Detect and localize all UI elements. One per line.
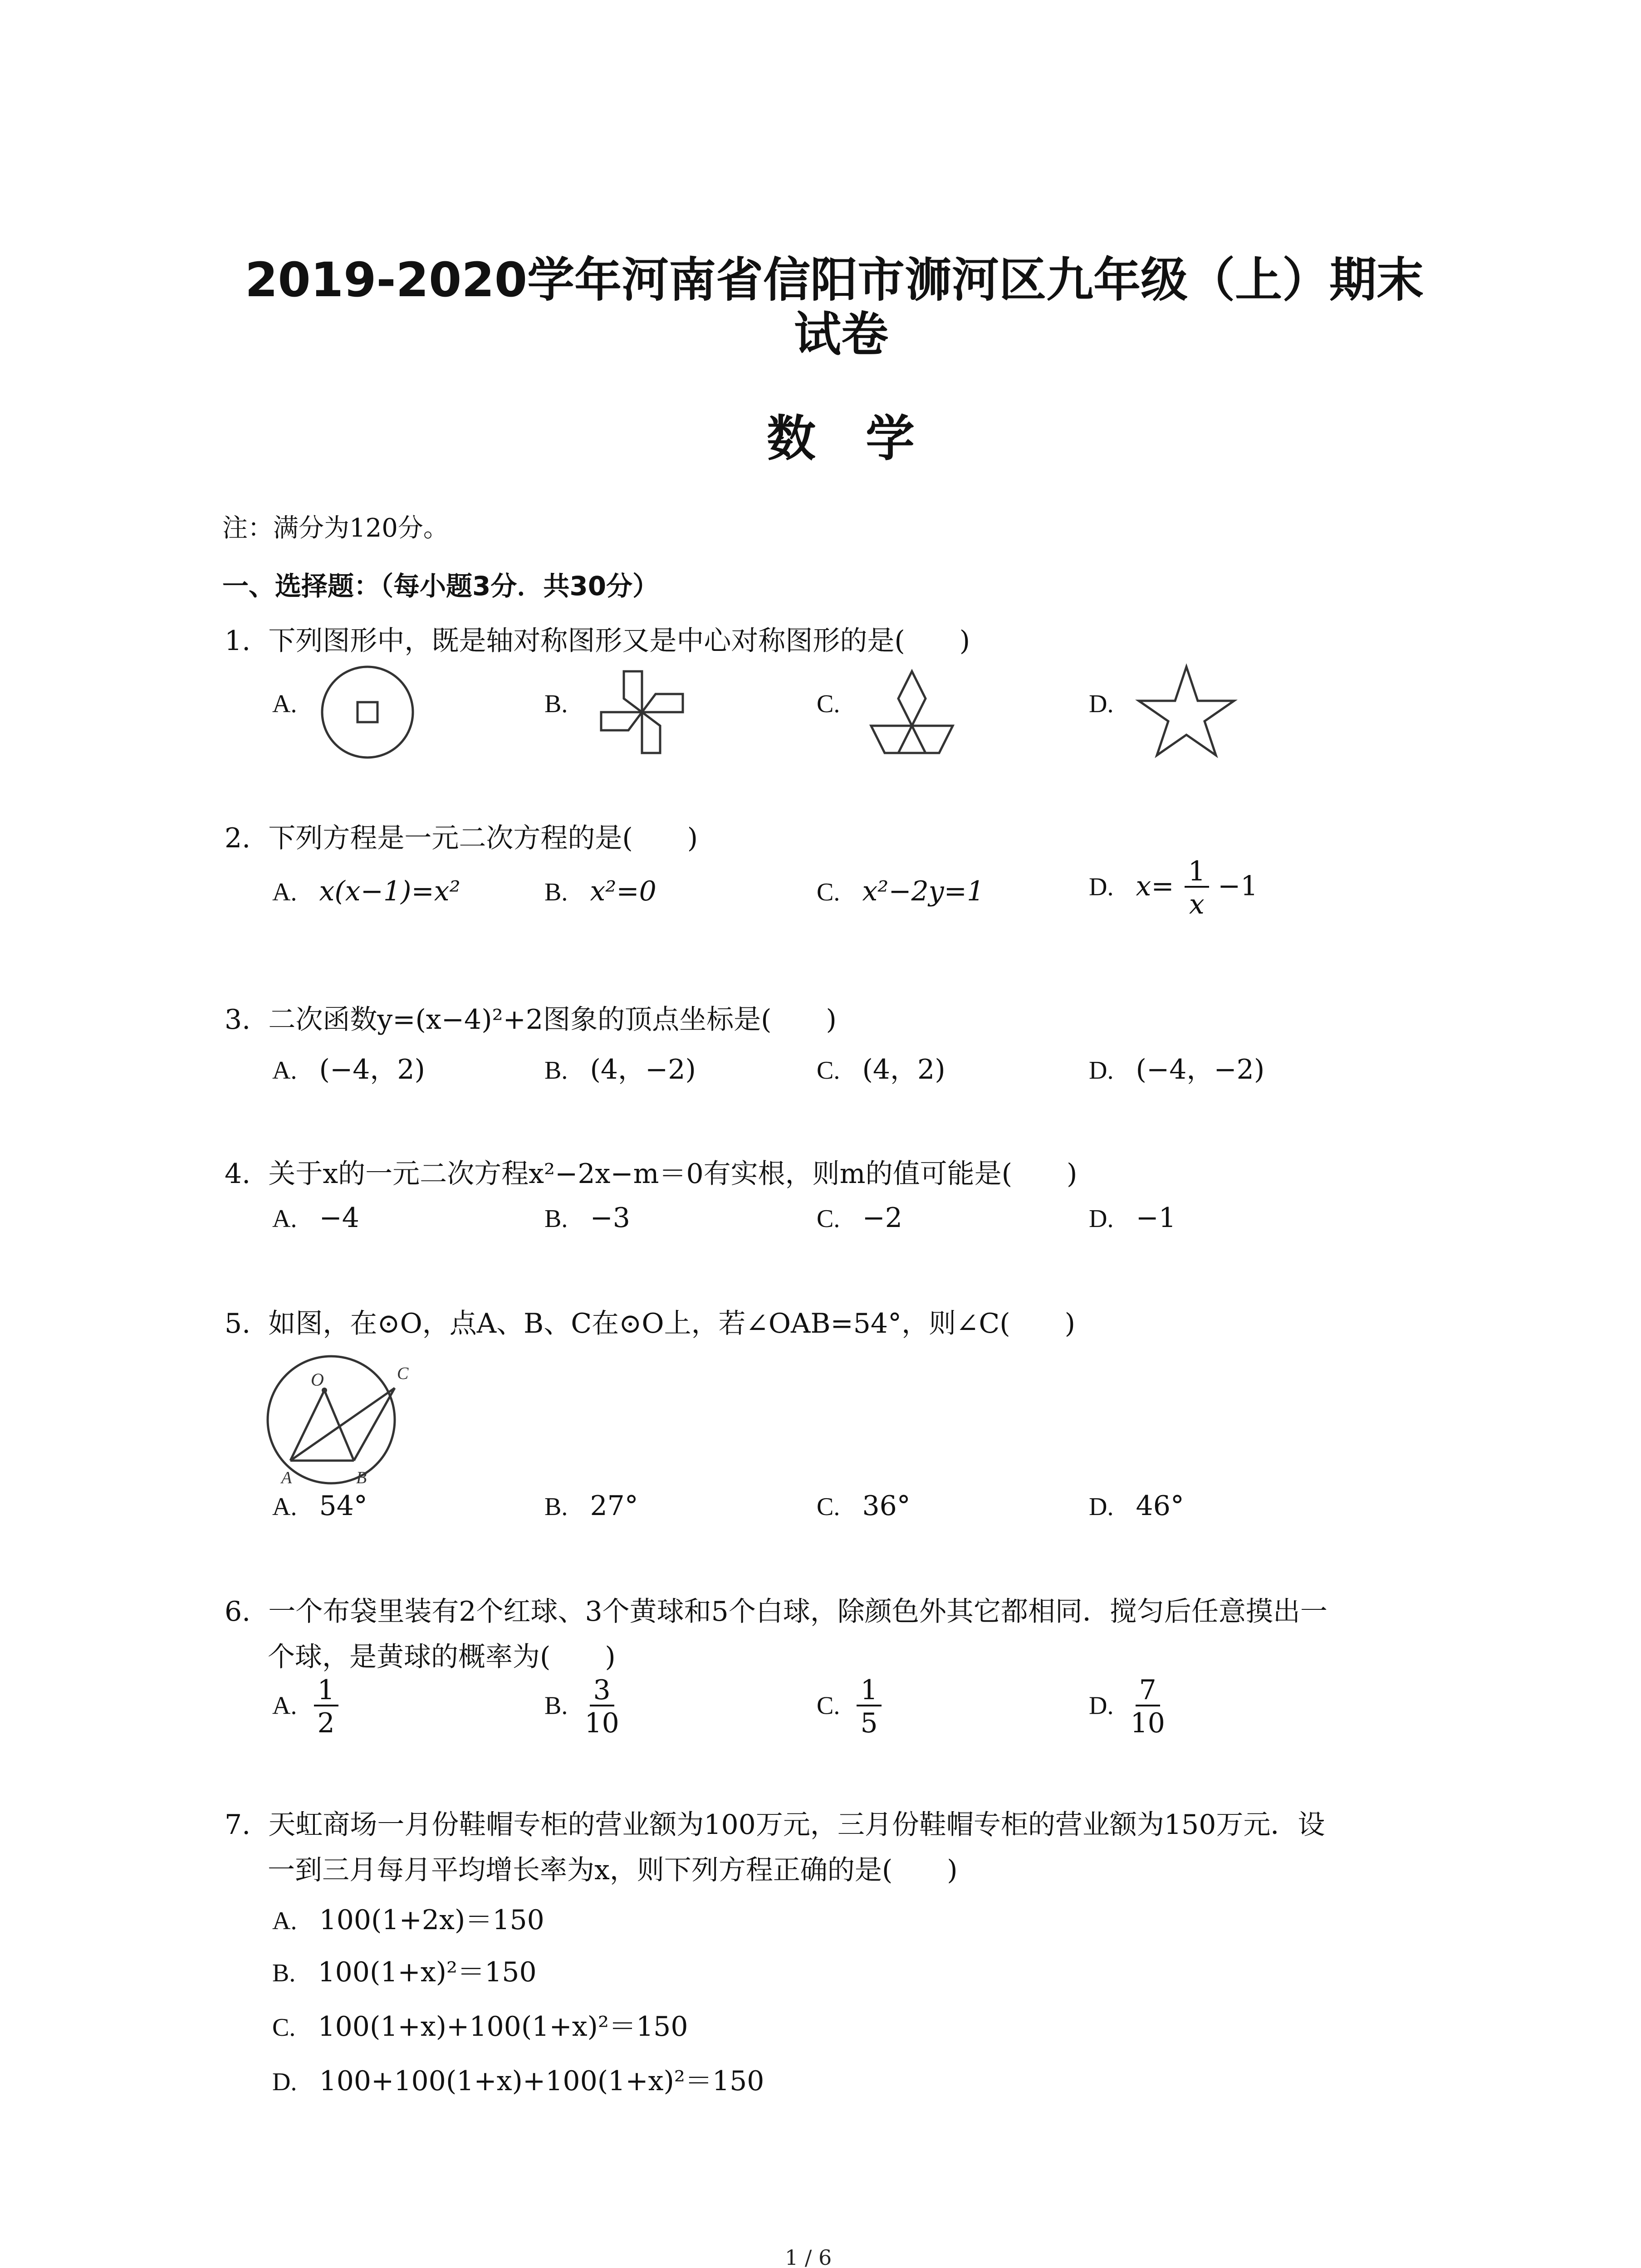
q4-option-a: [272, 1202, 359, 1234]
fraction-denominator: 5: [860, 1707, 878, 1739]
circle-with-square-icon: [318, 662, 417, 762]
fraction-denominator: 10: [1130, 1707, 1165, 1739]
question-5: [225, 1302, 1075, 1341]
q1-option-d-label: D.: [1089, 690, 1114, 718]
q7-option-c: [272, 2005, 688, 2044]
option-text: −1: [1136, 1202, 1176, 1234]
question-4: [225, 1152, 1077, 1191]
option-label: B.: [544, 1056, 568, 1085]
q2-option-b: [544, 875, 656, 907]
question-3: [225, 998, 837, 1037]
fraction-numerator: 1: [1185, 857, 1209, 888]
option-label: C.: [272, 2014, 296, 2042]
option-text: (−4，−2): [1136, 1054, 1265, 1085]
q3-option-b: [544, 1048, 696, 1087]
question-text: 下列方程是一元二次方程的是( ): [268, 822, 698, 854]
option-label: A.: [272, 878, 297, 906]
page-title-line2: 试卷: [794, 307, 889, 362]
fraction: [584, 1676, 619, 1738]
q3-option-a: [272, 1048, 425, 1087]
q1-option-b-label: B.: [544, 690, 568, 718]
q2-option-c: [817, 875, 984, 907]
question-1: [225, 619, 970, 658]
option-label: B.: [272, 1959, 296, 1987]
q5-option-c: [817, 1490, 911, 1522]
question-2: [225, 816, 698, 855]
fraction: [1131, 1676, 1165, 1738]
fraction-denominator: 2: [317, 1707, 335, 1739]
q3-option-d: [1089, 1048, 1264, 1087]
q6-option-b: [544, 1676, 619, 1738]
option-label: A.: [272, 1205, 297, 1233]
option-text: 100+100(1+x)+100(1+x)²＝150: [319, 2065, 764, 2097]
question-number: 3.: [225, 1004, 251, 1036]
option-text: (4，2): [862, 1054, 945, 1085]
question-7: [225, 1803, 1325, 1842]
fraction-denominator: 10: [584, 1707, 619, 1739]
question-text: 关于x的一元二次方程x²−2x−m＝0有实根，则m的值可能是( ): [268, 1158, 1078, 1190]
fraction: [314, 1676, 338, 1738]
label-a: A: [281, 1468, 292, 1487]
option-label: A.: [272, 1493, 297, 1521]
question-7-line2: 一到三月每月平均增长率为x，则下列方程正确的是( ): [268, 1854, 958, 1886]
q5-option-a: [272, 1490, 367, 1522]
q7-option-b: [272, 1950, 537, 1989]
q6-option-a: [272, 1676, 338, 1738]
q1-option-a-label: A.: [272, 690, 297, 718]
question-number: 2.: [225, 822, 251, 854]
fraction: [1185, 857, 1209, 919]
label-o: O: [311, 1369, 324, 1390]
question-number: 4.: [225, 1158, 251, 1190]
option-label: D.: [1089, 1493, 1114, 1521]
option-text: −2: [862, 1202, 902, 1234]
option-label: B.: [544, 1691, 568, 1720]
fraction-numerator: 7: [1136, 1676, 1160, 1706]
q7-option-a: [272, 1898, 544, 1937]
section-heading-choice: 一、选择题：（每小题3分．共30分）: [222, 571, 659, 601]
q5-option-b: [544, 1490, 638, 1522]
option-label: B.: [544, 878, 568, 906]
option-text: 100(1+x)²＝150: [318, 1956, 537, 1988]
fraction-numerator: 1: [314, 1676, 338, 1706]
option-text: x=: [1136, 870, 1174, 902]
fraction: [857, 1676, 881, 1738]
option-suffix: −1: [1218, 870, 1258, 902]
q4-option-d: [1089, 1202, 1176, 1234]
q3-option-c: [817, 1048, 945, 1087]
option-label: D.: [1089, 1205, 1114, 1233]
option-label: C.: [817, 1056, 840, 1085]
q6-option-c: [817, 1676, 882, 1738]
option-label: C.: [817, 878, 840, 906]
score-note: 注：满分为120分。: [222, 513, 449, 543]
question-6-line2: 个球，是黄球的概率为( ): [268, 1641, 616, 1673]
question-6: [225, 1590, 1327, 1629]
option-label: D.: [1089, 1691, 1114, 1720]
question-number: 6.: [225, 1596, 251, 1628]
option-text: −4: [319, 1202, 359, 1234]
option-label: A.: [272, 1056, 297, 1085]
option-label: D.: [272, 2068, 297, 2096]
option-text: (−4，2): [319, 1054, 425, 1085]
option-text: 46°: [1136, 1490, 1184, 1522]
question-number: 7.: [225, 1809, 251, 1841]
option-text: (4，−2): [590, 1054, 696, 1085]
question-text: 一个布袋里装有2个红球、3个黄球和5个白球，除颜色外其它都相同．搅匀后任意摸出一: [268, 1596, 1327, 1628]
star-icon: [1134, 662, 1239, 762]
subject-heading: 数学: [767, 411, 965, 467]
three-rhombus-icon: [862, 662, 962, 762]
page-number: 1 / 6: [785, 2245, 832, 2268]
label-c: C: [397, 1364, 409, 1383]
fraction-denominator: x: [1189, 889, 1205, 920]
option-text: 27°: [590, 1490, 638, 1522]
fraction-numerator: 3: [590, 1676, 614, 1706]
question-number: 1.: [225, 625, 251, 657]
option-text: 54°: [319, 1490, 367, 1522]
question-text: 天虹商场一月份鞋帽专柜的营业额为100万元，三月份鞋帽专柜的营业额为150万元．设: [268, 1809, 1325, 1841]
q4-option-b: [544, 1202, 630, 1234]
option-label: A.: [272, 1691, 297, 1720]
option-label: C.: [817, 1205, 840, 1233]
option-text: x²=0: [590, 875, 656, 907]
option-label: D.: [1089, 873, 1114, 901]
fraction-numerator: 1: [857, 1676, 881, 1706]
option-text: −3: [590, 1202, 630, 1234]
page-title-line1: 2019-2020学年河南省信阳市浉河区九年级（上）期末: [245, 252, 1424, 308]
label-b: B: [356, 1468, 367, 1487]
option-label: C.: [817, 1493, 840, 1521]
question-text: 如图，在⊙O，点A、B、C在⊙O上，若∠OAB=54°，则∠C( ): [268, 1308, 1076, 1339]
q1-option-c-label: C.: [817, 690, 840, 718]
option-label: B.: [544, 1205, 568, 1233]
option-text: x(x−1)=x²: [319, 875, 460, 907]
question-text: 下列图形中，既是轴对称图形又是中心对称图形的是( ): [268, 625, 970, 657]
option-label: B.: [544, 1493, 568, 1521]
question-number: 5.: [225, 1308, 251, 1339]
q5-option-d: [1089, 1490, 1184, 1522]
option-label: D.: [1089, 1056, 1114, 1085]
q4-option-c: [817, 1202, 902, 1234]
option-label: C.: [817, 1691, 840, 1720]
option-text: 100(1+x)+100(1+x)²＝150: [318, 2011, 688, 2043]
q2-option-a: [272, 875, 460, 907]
option-text: x²−2y=1: [862, 875, 985, 907]
pinwheel-icon: [590, 662, 694, 762]
q2-option-d: [1089, 857, 1258, 919]
circle-geometry-figure: [263, 1352, 417, 1488]
option-text: 36°: [862, 1490, 911, 1522]
q7-option-d: [272, 2059, 764, 2098]
q6-option-d: [1089, 1676, 1165, 1738]
option-text: 100(1+2x)＝150: [319, 1904, 544, 1936]
option-label: A.: [272, 1907, 297, 1935]
question-text: 二次函数y=(x−4)²+2图象的顶点坐标是( ): [268, 1004, 837, 1036]
